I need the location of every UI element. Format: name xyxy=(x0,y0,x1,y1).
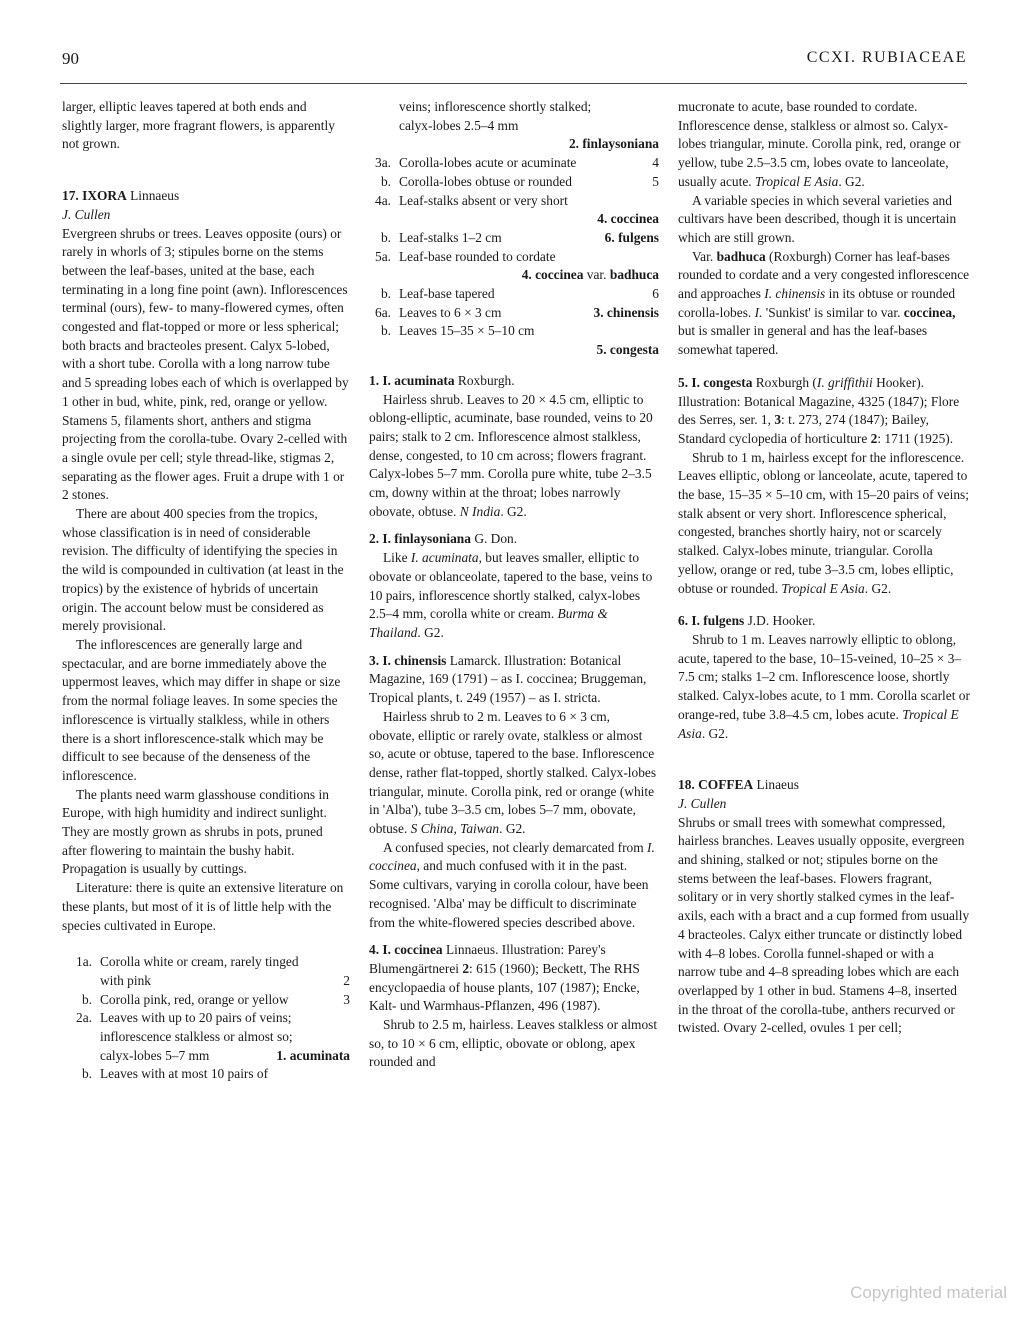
column-1 xyxy=(62,98,350,1084)
identification-key xyxy=(62,953,350,1084)
header-rule xyxy=(60,83,967,84)
species-heading: 4. I. coccinea xyxy=(369,942,443,958)
running-head: CCXI. RUBIACEAE xyxy=(806,49,967,66)
species-chinensis: 3. I. chinensis Lamarck. Illustration: Botanical Magazine, 169 (1791) – as I. coccinea; Bruggeman, Tropical plants, t. 249 (1957) – as I. stricta. Hairless shrub to 2 m. Leaves to 6 × 3 cm, obovate, elliptic or rarely ovate, stalkless or almost so, acute or obtuse, tapered to the base. Inflorescence dense, rather flat-topped, shortly stalked. Calyx-lobes triangular, minute. Corolla pink, red or orange (white in 'Alba'), tube 3–3.5 cm, lobes 5–7 mm, obovate, obtuse. S China, Taiwan. G2. A confused species, not clearly demarcated from I. coccinea, and much confused with it in the past. Some cultivars, varying in corolla colour, have been recognised. 'Alba' may be difficult to discriminate from the white-flowered species described above. xyxy=(369,652,657,930)
key-continued xyxy=(369,98,659,360)
species-finlaysoniana: 2. I. finlaysoniana G. Don. Like I. acuminata, but leaves smaller, elliptic to obovate or oblanceolate, tapered to the base, veins to 10 pairs, inflorescence shortly stalked, calyx-lobes 2.5–4 mm, corolla white or cream. Burma & Thailand. G2. xyxy=(369,531,653,640)
species-acuminata: 1. I. acuminata Roxburgh. Hairless shrub. Leaves to 20 × 4.5 cm, elliptic to oblong-elliptic, acuminate, base rounded, veins to 20 pairs; stalk to 2 cm. Inflorescence almost stalkless, dense, congested, to 10 cm across; flowers fragrant. Calyx-lobes 5–7 mm. Corolla pure white, tube 2–3.5 cm, downy within at the throat; lobes narrowly obovate, obtuse. N India. G2. xyxy=(369,372,653,519)
species-heading: 1. I. acuminata xyxy=(369,372,455,388)
species-coccinea-continued: mucronate to acute, base rounded to cordate. Inflorescence dense, stalkless or almost so. Calyx-lobes triangular, minute. Corolla pink, red, orange or yellow, tube 2.5–3.5 cm, lobes ovate to lanceolate, usually acute. Tropical E Asia. G2. A variable species in which several varieties and cultivars have been described, though it is uncertain which are still grown. Var. badhuca (Roxburgh) Corner has leaf-bases rounded to cordate and a very congested inflorescence and approaches I. chinensis in its obtuse or rounded corolla-lobes. I. 'Sunkist' is similar to var. coccinea, but is smaller in general and has the leaf-bases somewhat tapered. xyxy=(678,99,970,358)
key-couplet-4a: 4a. Leaf-stalks absent or very short 4. coccinea xyxy=(375,192,659,227)
paragraph-inflorescence: The inflorescences are generally large and spectacular, and are borne immediately above the uppermost leaves, which may differ in shape or size from the normal foliage leaves. In some species the inflorescence is virtually stalkless, while in others there is a short inflorescence-stalk which may be difficult to see because of the denseness of the inflorescence. xyxy=(62,636,341,783)
copyright-watermark: Copyrighted material xyxy=(850,1283,1007,1302)
key-couplet-1b: b. Corolla pink, red, orange or yellow 3 xyxy=(81,991,350,1007)
paragraph-cultivation: The plants need warm glasshouse conditions in Europe, with high humidity and indirect sunlight. They are mostly grown as shrubs in pots, pruned after flowering to maintain the bushy habit. Propagation is usually by cuttings. xyxy=(62,786,329,877)
genus-description: Evergreen shrubs or trees. Leaves opposite (ours) or rarely in whorls of 3; stipules borne on the stems between the leaf-bases, united at the base, each terminating in a long fine point (awn). Inflorescences terminal (ours), few- to many-flowered cymes, often congested and flat-topped or more or less spherical; both bracts and bracteoles present. Calyx 5-lobed, with a short tube. Corolla with a long narrow tube and 5 spreading lobes each of which is overlapped by 1 other in bud, white, pink, red, orange or yellow. Stamens 5, filaments short, anthers and stigma projecting from the corolla-tube. Ovary 2-celled with a single ovule per cell; style thread-like, stigmas 2, separating as the flower ages. Fruit a drupe with 1 or 2 stones. xyxy=(62,225,349,503)
key-couplet-3a: 3a. Corolla-lobes acute or acuminate 4 xyxy=(375,155,659,171)
species-congesta: 5. I. congesta Roxburgh (I. griffithii Hooker). Illustration: Botanical Magazine, 4325 (1847); Flore des Serres, ser. 1, 3: t. 273, 274 (1847); Bailey, Standard cyclopedia of horticulture 2: 1711 (1925). Shrub to 1 m, hairless except for the inflorescence. Leaves elliptic, oblong or lanceolate, acute, tapered to the base, 15–35 × 5–10 cm, with 15–20 pairs of veins; stalk absent or very short. Inflorescence spherical, congested, branches shortly hairy, not or scarcely stalked. Calyx-lobes minute, triangular. Corolla yellow, orange or red, tube 3–3.5 cm, lobes elliptic, obtuse or rounded. Tropical E Asia. G2. xyxy=(678,374,969,596)
continued-text: larger, elliptic leaves tapered at both ends and slightly larger, more fragrant flowers, is apparently not grown. xyxy=(62,99,335,152)
key-couplet-6a: 6a. Leaves to 6 × 3 cm 3. chinensis xyxy=(375,304,659,320)
key-couplet-3b: b. Corolla-lobes obtuse or rounded 5 xyxy=(380,173,659,189)
genus-heading-coffea: 18. COFFEA Linaeus xyxy=(678,777,799,793)
species-coccinea: 4. I. coccinea Linnaeus. Illustration: Parey's Blumengärtnerei 2: 615 (1960); Beckett, The RHS encyclopaedia of house plants, 107 (1987); Encke, Kalt- und Warmhaus-Pflanzen, 496 (1987). Shrub to 2.5 m, hairless. Leaves stalkless or almost so, to 10 × 6 cm, elliptic, obovate or oblong, apex rounded and xyxy=(369,942,658,1070)
key-couplet-6b: b. Leaves 15–35 × 5–10 cm 5. congesta xyxy=(380,323,659,358)
species-heading: 3. I. chinensis xyxy=(369,652,447,668)
key-couplet-5b: b. Leaf-base tapered 6 xyxy=(380,286,659,302)
genus-number: 17. xyxy=(62,188,79,204)
key-couplet-5a: 5a. Leaf-base rounded to cordate 4. coccinea var. badhuca xyxy=(375,248,659,283)
key-couplet-2a: 2a. Leaves with up to 20 pairs of veins; inflorescence stalkless or almost so; calyx-lobes 5–7 mm 1. acuminata xyxy=(76,1010,350,1063)
genus-authority: Linnaeus xyxy=(130,188,180,204)
key-couplet-4b: b. Leaf-stalks 1–2 cm 6. fulgens xyxy=(380,229,659,245)
species-heading: 2. I. finlaysoniana xyxy=(369,531,471,547)
column-2 xyxy=(369,98,659,1072)
paragraph-species-count: There are about 400 species from the tropics, whose classification is in need of considerable revision. The difficulty of identifying the species in the wild is compounded in cultivation (at least in the tropics) by the existence of hybrids of uncertain origin. The account below must be considered as merely provisional. xyxy=(62,506,344,634)
genus-description: Shrubs or small trees with somewhat compressed, hairless branches. Leaves usually opposite, evergreen and shining, stalked or not; stipules borne on the stems between the leaf-bases. Flowers fragrant, solitary or in very shortly stalked cymes in the leaf-axils, each with a bract and a cup formed from usually 4 bracteoles. Calyx either truncate or distinctly lobed with 4–8 lobes. Corolla funnel-shaped or with a narrow tube and 4–8 spreading lobes which are each overlapped by 1 other in bud. Stamens 4–8, inserted in the throat of the corolla-tube, anthers recurved or twisted. Ovary 2-celled, ovules 1 per cell; xyxy=(678,814,970,1036)
genus-author: J. Cullen xyxy=(62,206,111,222)
genus-author: J. Cullen xyxy=(678,795,727,811)
species-heading: 6. I. fulgens xyxy=(678,613,745,629)
page-number: 90 xyxy=(62,49,79,68)
paragraph-literature: Literature: there is quite an extensive literature on these plants, but most of it is of little help with the species cultivated in Europe. xyxy=(62,880,344,933)
genus-name: IXORA xyxy=(82,188,127,204)
genus-coffea xyxy=(678,776,970,1038)
species-heading: 5. I. congesta xyxy=(678,374,753,390)
key-couplet-2b-cont: veins; inflorescence shortly stalked; calyx-lobes 2.5–4 mm 2. finlaysoniana xyxy=(399,99,659,152)
key-couplet-2b: b. Leaves with at most 10 pairs of xyxy=(81,1066,269,1082)
genus-heading-ixora xyxy=(62,187,350,206)
column-3 xyxy=(678,98,970,1038)
species-fulgens: 6. I. fulgens J.D. Hooker. Shrub to 1 m. Leaves narrowly elliptic to oblong, acute, tapered to the base, 10–15-veined, 10–25 × 3–7.5 cm; stalks 1–2 cm. Inflorescence loose, shortly stalked. Calyx-lobes acute, to 1 mm. Corolla scarlet or orange-red, tube 3.8–4.5 cm, lobes acute. Tropical E Asia. G2. xyxy=(678,613,970,741)
key-couplet-1a: 1a. Corolla white or cream, rarely tinged with pink 2 xyxy=(76,954,350,988)
